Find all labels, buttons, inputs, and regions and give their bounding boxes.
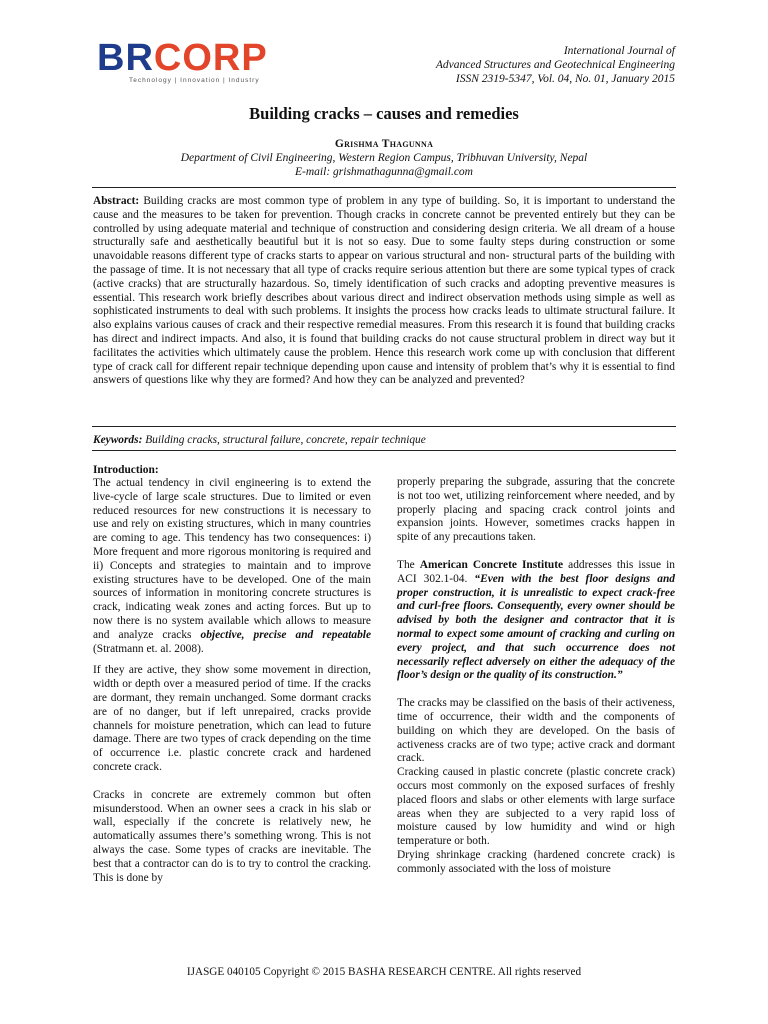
aci-quote-paragraph: The American Concrete Institute addresses this issue in ACI 302.1-04. “Even with the best floor designs and proper construction, it is unrealistic to expect crack-free and curl-free floors. Consequently, every owner should be advised by both the designer and contractor that it is normal to expect some amount of cracking and curling on every project, and that such occurrence does not necessarily reflect adversely on either the adequacy of the floor’s design or the quality of its construction.” [397, 558, 675, 682]
keywords [93, 434, 675, 446]
abstract [93, 195, 675, 388]
intro-paragraph-3: Cracks in concrete are extremely common but often misunderstood. When an owner sees a crack in his slab or wall, especially if the concrete is relatively new, he automatically assumes there’s something wrong. This is not always the case. Some types of cracks are inevitable. The best that a contractor can do is to try to control the cracking. This is done by [93, 788, 371, 884]
abstract-top-rule [92, 187, 676, 188]
paper-title: Building cracks – causes and remedies [249, 104, 519, 123]
right-paragraph-3: The cracks may be classified on the basis of their activeness, time of occurrence, their width and the components of building on which they are developed. On the basis of activeness cracks are of two type; active crack and dormant crack. [397, 697, 675, 765]
intro-paragraph-2: If they are active, they show some movement in direction, width or depth over a measured period of time. If the cracks are dormant, they remain unchanged. Some dormant cracks are of no danger, but if left unrepaired, cracks provide channels for moisture penetration, which can lead to future damage. There are two types of crack depending on the time of occurrence i.e. plastic concrete crack and hardened concrete crack. [93, 664, 371, 773]
journal-name-line1: International Journal of [563, 45, 675, 57]
right-paragraph-4: Cracking caused in plastic concrete (plastic concrete crack) occurs most commonly on the exposed surfaces of freshly placed floors and slabs or other elements with large surface areas when they are subjected to a very rapid loss of moisture caused by low humidity and wind or high temperature or both. [397, 766, 675, 848]
introduction-heading: Introduction: [93, 464, 159, 476]
logo-tagline: Technology | Innovation | Industry [129, 77, 260, 84]
keywords-rule [92, 450, 676, 451]
brcorp-logo [97, 38, 312, 90]
right-paragraph-5: Drying shrinkage cracking (hardened concrete crack) is commonly associated with the loss of moisture [397, 848, 675, 875]
logo-wordmark: BRCORP [97, 37, 268, 79]
author-email: E-mail: grishmathagunna@gmail.com [295, 165, 473, 178]
abstract-bottom-rule [92, 426, 676, 427]
left-column [93, 463, 371, 893]
author-name: Grishma Thagunna [334, 138, 434, 150]
abstract-text: Building cracks are most common type of problem in any type of building. So, it is important to understand the cause and the measures to be taken for prevention. Though cracks in concrete cannot be prevented entirely but they can be controlled by using adequate material and technique of construction and considering design criteria. We all dream of a house structurally safe and aesthetically beautiful but it is not so easy. Due to some faulty steps during construction or some unavoidable reasons different type of cracks starts to appear on various structural and non- structural parts of the building with the passage of time. It is not necessary that all type of cracks require serious attention but there are some typical types of crack (active cracks) that are structurally hazardous. So, timely identification of such cracks and adopting preventive measures is essential. This research work briefly describes about various direct and indirect observation methods using simple as well as sophisticated instruments to deal with such problems. It insights the process how cracks leads to ultimate structural failure. It also explains various causes of crack and their respective remedial measures. From this research it is found that building cracks has direct and indirect impacts. And also, it is found that building cracks do not cause structural problem in direct way but it facilitates the activities which ultimately cause the problem. Hence this research work come up with conclusion that different type of crack call for different repair technique depending upon cause and intensity of problem that’s why it is essential to find answers of questions like why they are formed? And how they can be analyzed and prevented? [93, 195, 675, 387]
right-paragraph-1: properly preparing the subgrade, assuring that the concrete is not too wet, utilizing reinforcement where needed, and by properly placing and spacing crack control joints and expansion joints. However, sometimes cracks happen in spite of any precautions taken. [397, 476, 675, 544]
author-affiliation [0, 152, 768, 179]
affiliation-line: Department of Civil Engineering, Western Region Campus, Tribhuvan University, Nepal [180, 152, 588, 164]
journal-issn: ISSN 2319-5347, Vol. 04, No. 01, January 2015 [455, 73, 675, 85]
journal-header [355, 44, 675, 86]
aci-quote: “Even with the best floor designs and proper construction, it is unrealistic to expect crack-free and curl-free floors. Consequently, every owner should be advised by both the designer and contractor that it is normal to expect some amount of cracking and curling on every project, and that such occurrence does not necessarily reflect adversely on either the adequacy of the floor’s design or the quality of its construction.” [397, 572, 675, 682]
abstract-label: Abstract: [93, 195, 140, 207]
keywords-text: Building cracks, structural failure, concrete, repair technique [142, 434, 426, 446]
journal-name-line2: Advanced Structures and Geotechnical Engineering [435, 59, 675, 71]
right-column [397, 476, 675, 885]
aci-organization: American Concrete Institute [419, 558, 564, 571]
intro-paragraph-1: The actual tendency in civil engineering is to extend the live-cycle of large scale structures. Due to limited or even reduced resources for new constructions it is necessary to use and rely on existing structures, which in many countries are coming to age. This tendency has two consequences: i) More frequent and more rigorous monitoring is required and ii) Concepts and strategies to maintain and to improve existing structures have to be developed. One of the main sources of information in monitoring concrete structures is crack, indicating weak zones and acting forces. But up to now there is no system available which allows to measure and analyze cracks objective, precise and repeatable (Stratmann et. al. 2008). [93, 477, 371, 655]
keywords-label: Keywords: [93, 434, 143, 446]
page-footer: IJASGE 040105 Copyright © 2015 BASHA RESEARCH CENTRE. All rights reserved [186, 966, 582, 978]
